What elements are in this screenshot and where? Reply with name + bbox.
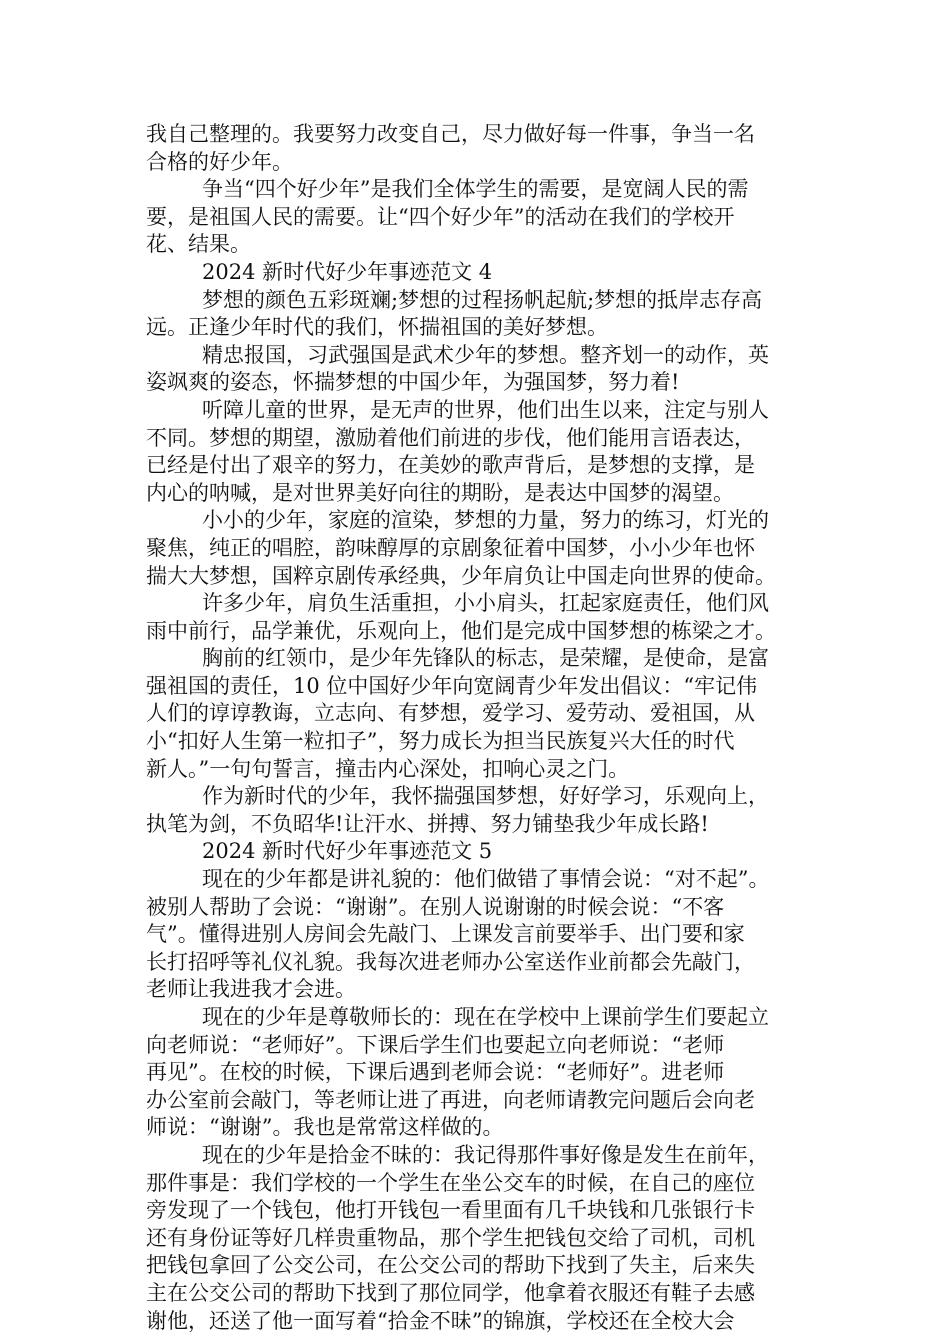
text-line: 气”。懂得进别人房间会先敲门、上课发言前要举手、出门要和家 [146,922,745,947]
text-line: 执笔为剑，不负昭华!让汗水、拼搏、努力铺垫我少年成长路! [146,811,709,836]
text-line: 梦想的颜色五彩斑斓;梦想的过程扬帆起航;梦想的抵岸志存高 [202,287,763,312]
text-line: 老师让我进我才会进。 [146,977,356,1002]
text-line: 人们的谆谆教诲，立志向、有梦想，爱学习、爱劳动、爱祖国，从 [146,701,755,726]
text-line: 聚焦，纯正的唱腔，韵味醇厚的京剧象征着中国梦，小小少年也怀 [146,535,755,560]
text-line: 强祖国的责任，10 位中国好少年向宽阔青少年发出倡议：“牢记伟 [146,673,758,698]
text-line: 谢他，还送了他一面写着“拾金不昧”的锦旗，学校还在全校大会 [146,1308,735,1333]
text-line: 胸前的红领巾，是少年先锋队的标志，是荣耀，是使命，是富 [202,646,769,671]
text-line: 被别人帮助了会说：“谢谢”。在别人说谢谢的时候会说：“不客 [146,894,725,919]
text-line: 长打招呼等礼仪礼貌。我每次进老师办公室送作业前都会先敲门， [146,949,755,974]
text-line: 要，是祖国人民的需要。让“四个好少年”的活动在我们的学校开 [146,204,735,229]
text-line: 那件事是：我们学校的一个学生在坐公交车的时候，在自己的座位 [146,1170,755,1195]
text-line: 把钱包拿回了公交公司，在公交公司的帮助下找到了失主，后来失 [146,1253,755,1278]
text-line: 师说：“谢谢”。我也是常常这样做的。 [146,1115,504,1140]
text-line: 作为新时代的少年，我怀揣强国梦想，好好学习，乐观向上， [202,784,769,809]
text-line: 小小的少年，家庭的渲染，梦想的力量，努力的练习，灯光的 [202,508,769,533]
text-line: 再见”。在校的时候，下课后遇到老师会说：“老师好”。进老师 [146,1060,725,1085]
text-line: 2024 新时代好少年事迹范文 5 [202,839,493,864]
text-line: 姿飒爽的姿态，怀揣梦想的中国少年，为强国梦，努力着! [146,370,680,395]
text-line: 听障儿童的世界，是无声的世界，他们出生以来，注定与别人 [202,397,769,422]
text-line: 揣大大梦想，国粹京剧传承经典，少年肩负让中国走向世界的使命。 [146,563,776,588]
text-line: 主在公交公司的帮助下找到了那位同学，他拿着衣服还有鞋子去感 [146,1280,755,1305]
text-line: 现在的少年都是讲礼貌的：他们做错了事情会说：“对不起”。 [202,867,770,892]
text-line: 精忠报国，习武强国是武术少年的梦想。整齐划一的动作，英 [202,342,769,367]
text-line: 新人。”一句句誓言，撞击内心深处，扣响心灵之门。 [146,756,630,781]
text-line: 合格的好少年。 [146,149,293,174]
document-body [146,121,811,1335]
text-line: 争当“四个好少年”是我们全体学生的需要，是宽阔人民的需 [202,177,749,202]
text-line: 内心的呐喊，是对世界美好向往的期盼，是表达中国梦的渴望。 [146,480,734,505]
text-line: 不同。梦想的期望，激励着他们前进的步伐，他们能用言语表达， [146,425,755,450]
text-line: 小“扣好人生第一粒扣子”，努力成长为担当民族复兴大任的时代 [146,729,735,754]
text-line: 2024 新时代好少年事迹范文 4 [202,259,493,284]
text-line: 办公室前会敲门，等老师让进了再进，向老师请教完问题后会向老 [146,1087,755,1112]
text-line: 向老师说：“老师好”。下课后学生们也要起立向老师说：“老师 [146,1032,725,1057]
text-line: 许多少年，肩负生活重担，小小肩头，扛起家庭责任，他们风 [202,591,769,616]
text-line: 现在的少年是拾金不昧的：我记得那件事好像是发生在前年， [202,1142,769,1167]
text-line: 现在的少年是尊敬师长的：现在在学校中上课前学生们要起立 [202,1005,769,1029]
text-line: 旁发现了一个钱包，他打开钱包一看里面有几千块钱和几张银行卡 [146,1198,755,1223]
text-line: 我自己整理的。我要努力改变自己，尽力做好每一件事，争当一名 [146,122,755,146]
text-line: 花、结果。 [146,232,251,257]
text-line: 还有身份证等好几样贵重物品，那个学生把钱包交给了司机，司机 [146,1225,755,1250]
text-line: 已经是付出了艰辛的努力，在美妙的歌声背后，是梦想的支撑，是 [146,453,755,478]
text-line: 雨中前行，品学兼优，乐观向上，他们是完成中国梦想的栋梁之才。 [146,618,776,643]
text-line: 远。正逢少年时代的我们，怀揣祖国的美好梦想。 [146,315,608,340]
